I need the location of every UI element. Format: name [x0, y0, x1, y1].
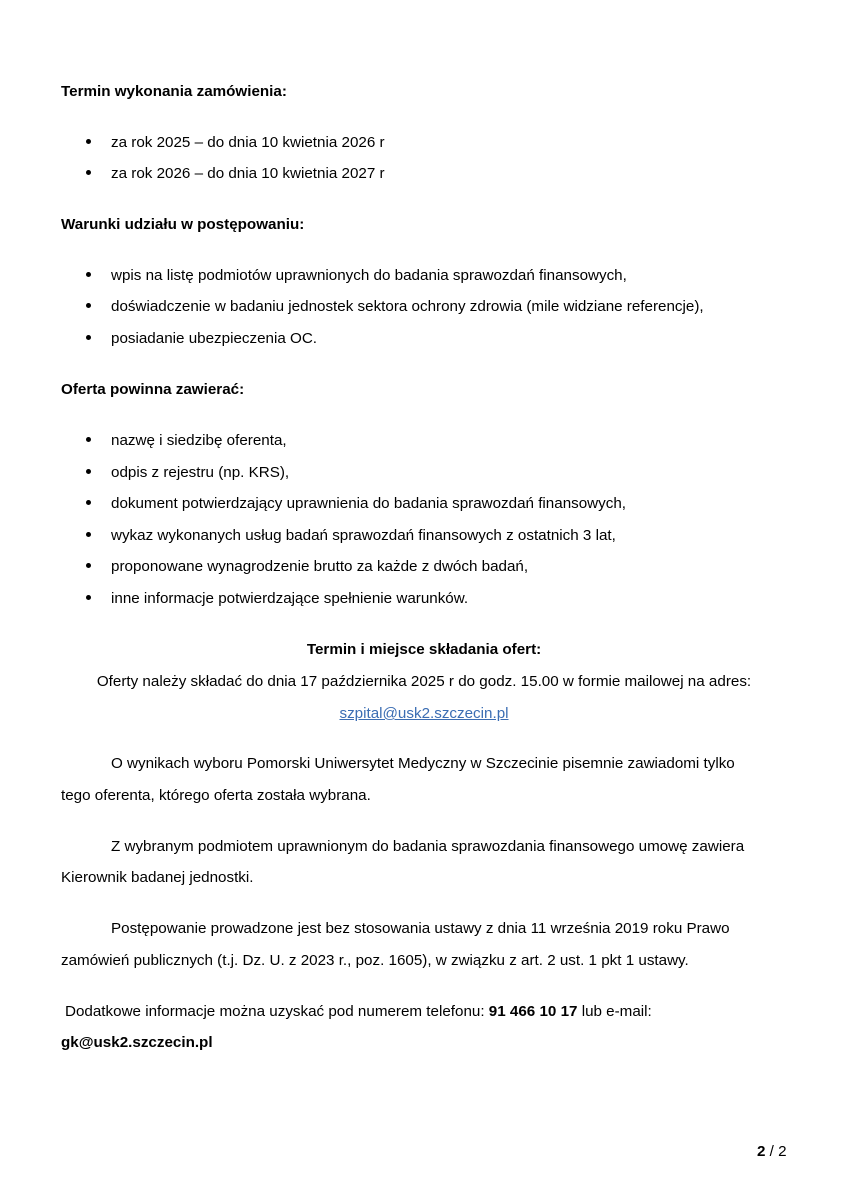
- list-item: odpis z rejestru (np. KRS),: [86, 464, 289, 481]
- results-paragraph-line2: tego oferenta, którego oferta została wybrana.: [61, 787, 371, 804]
- bullet-icon: [86, 563, 91, 568]
- deadline-heading: Termin wykonania zamówienia:: [61, 83, 287, 100]
- list-item: proponowane wynagrodzenie brutto za każde z dwóch badań,: [86, 558, 528, 575]
- bullet-icon: [86, 437, 91, 442]
- bullet-icon: [86, 469, 91, 474]
- contact-phone: 91 466 10 17: [488, 1003, 578, 1020]
- submission-text: Oferty należy składać do dnia 17 października 2025 r do godz. 15.00 w formie mailowej na adres:: [96, 673, 752, 690]
- bullet-icon: [86, 272, 91, 277]
- bullet-icon: [86, 500, 91, 505]
- page-number: 2 / 2: [757, 1143, 787, 1160]
- list-item: dokument potwierdzający uprawnienia do badania sprawozdań finansowych,: [86, 495, 626, 512]
- contract-paragraph-line2: Kierownik badanej jednostki.: [61, 869, 254, 886]
- bullet-icon: [86, 139, 91, 144]
- conditions-heading: Warunki udziału w postępowaniu:: [61, 216, 305, 233]
- list-item: posiadanie ubezpieczenia OC.: [86, 330, 317, 347]
- contact-email: gk@usk2.szczecin.pl: [61, 1034, 213, 1051]
- list-item: wykaz wykonanych usług badań sprawozdań finansowych z ostatnich 3 lat,: [86, 527, 616, 544]
- bullet-icon: [86, 303, 91, 308]
- law-paragraph-line2: zamówień publicznych (t.j. Dz. U. z 2023 r., poz. 1605), w związku z art. 2 ust. 1 pkt 1 ustawy.: [61, 952, 689, 969]
- submission-email-link[interactable]: szpital@usk2.szczecin.pl: [339, 705, 509, 722]
- list-item: za rok 2026 – do dnia 10 kwietnia 2027 r: [86, 165, 385, 182]
- bullet-icon: [86, 170, 91, 175]
- contract-paragraph-line1: Z wybranym podmiotem uprawnionym do badania sprawozdania finansowego umowę zawiera: [111, 838, 745, 855]
- list-item: inne informacje potwierdzające spełnienie warunków.: [86, 590, 468, 607]
- law-paragraph-line1: Postępowanie prowadzone jest bez stosowania ustawy z dnia 11 września 2019 roku Prawo: [111, 920, 730, 937]
- bullet-icon: [86, 595, 91, 600]
- bullet-icon: [86, 335, 91, 340]
- results-paragraph-line1: O wynikach wyboru Pomorski Uniwersytet Medyczny w Szczecinie pisemnie zawiadomi tylko: [111, 755, 735, 772]
- submission-email-row: [0, 705, 848, 722]
- list-item: doświadczenie w badaniu jednostek sektora ochrony zdrowia (mile widziane referencje),: [86, 298, 704, 315]
- submission-heading: Termin i miejsce składania ofert:: [306, 641, 542, 658]
- list-item: wpis na listę podmiotów uprawnionych do badania sprawozdań finansowych,: [86, 267, 627, 284]
- bullet-icon: [86, 532, 91, 537]
- list-item: nazwę i siedzibę oferenta,: [86, 432, 287, 449]
- list-item: za rok 2025 – do dnia 10 kwietnia 2026 r: [86, 134, 385, 151]
- offer-heading: Oferta powinna zawierać:: [61, 381, 245, 398]
- contact-line: Dodatkowe informacje można uzyskać pod numerem telefonu: 91 466 10 17 lub e-mail:: [65, 1003, 652, 1020]
